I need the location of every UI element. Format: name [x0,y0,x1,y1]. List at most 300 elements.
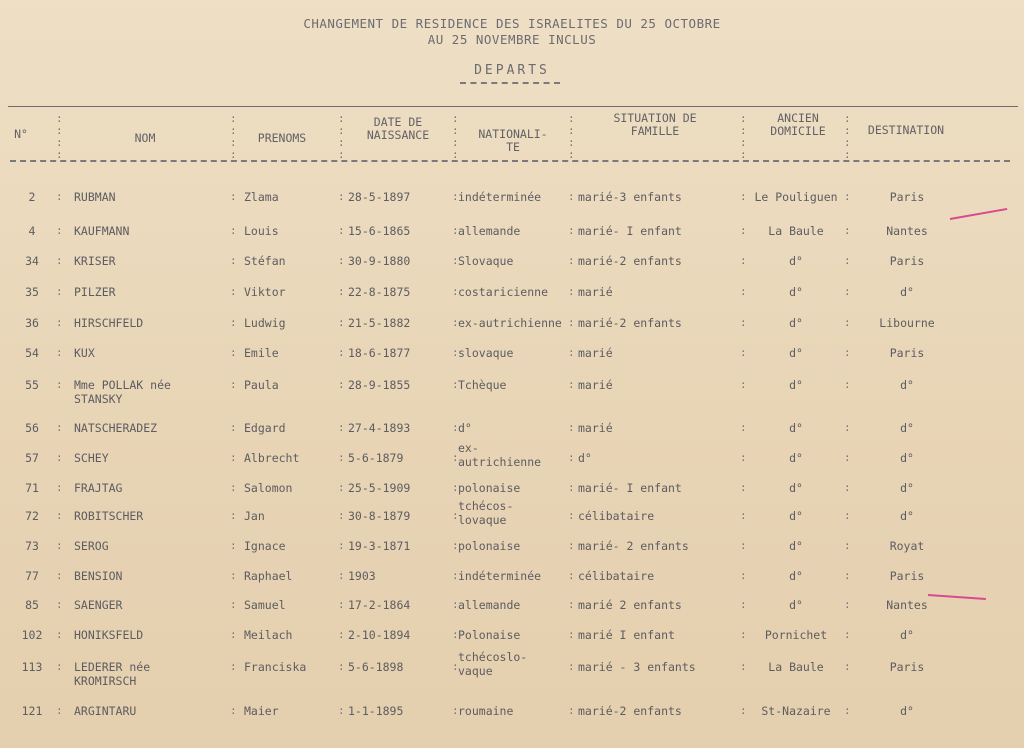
cell-naissance: 22-8-1875 [348,285,411,299]
header-separator: : [452,112,459,125]
cell-naissance: 18-6-1877 [348,346,411,360]
header-situation: SITUATION DE FAMILLE [613,111,697,138]
header-separator: : [844,124,851,137]
cell-domicile: d° [789,254,803,268]
column-separator: : [56,451,63,464]
column-separator: : [452,190,459,203]
column-separator: : [568,451,575,464]
header-separator: : [844,112,851,125]
column-separator: : [568,660,575,673]
column-separator: : [568,509,575,522]
cell-nom: ROBITSCHER [74,509,144,523]
highlight-mark [950,208,1007,220]
cell-situation: célibataire [578,509,655,523]
header-separator: : [740,136,747,149]
column-separator: : [568,421,575,434]
cell-nom: KRISER [74,254,116,268]
cell-nationalite: costaricienne [458,285,549,299]
section-heading: DEPARTS [474,63,550,78]
cell-destination: Nantes [886,224,928,238]
column-separator: : [338,569,345,582]
header-separator: : [338,148,345,161]
cell-no: 56 [25,421,39,435]
column-separator: : [338,628,345,641]
cell-no: 35 [25,285,39,299]
column-separator: : [568,704,575,717]
column-separator: : [740,569,747,582]
cell-no: 102 [21,628,43,642]
column-separator: : [56,704,63,717]
column-separator: : [568,598,575,611]
cell-nationalite: roumaine [458,704,514,718]
cell-no: 72 [25,509,39,523]
cell-naissance: 15-6-1865 [348,224,411,238]
cell-nationalite: allemande [458,224,521,238]
column-separator: : [740,539,747,552]
column-separator: : [230,451,237,464]
cell-no: 85 [25,598,39,612]
cell-no: 57 [25,451,39,465]
cell-domicile: La Baule [768,224,824,238]
document-title-line1: CHANGEMENT DE RESIDENCE DES ISRAELITES DU 25 OCTOBRE [303,16,721,31]
column-separator: : [230,509,237,522]
table-top-rule [8,106,1018,107]
cell-situation: marié I enfant [578,628,675,642]
column-separator: : [56,346,63,359]
column-separator: : [338,481,345,494]
header-separator: : [230,148,237,161]
column-separator: : [230,704,237,717]
column-separator: : [56,316,63,329]
cell-nationalite: Tchèque [458,378,507,392]
header-separator: : [56,136,63,149]
cell-destination: Paris [889,346,925,360]
cell-situation: marié - 3 enfants [578,660,696,674]
column-separator: : [844,481,851,494]
cell-naissance: 5-6-1879 [348,451,404,465]
column-separator: : [56,190,63,203]
header-domicile: ANCIEN DOMICILE [770,111,826,138]
column-separator: : [844,660,851,673]
column-separator: : [568,254,575,267]
header-separator: : [56,112,63,125]
column-separator: : [56,421,63,434]
header-destination: DESTINATION [867,123,945,137]
cell-naissance: 25-5-1909 [348,481,411,495]
column-separator: : [452,569,459,582]
cell-prenom: Salomon [244,481,293,495]
cell-destination: Paris [889,254,925,268]
cell-prenom: Albrecht [244,451,300,465]
column-separator: : [844,569,851,582]
cell-nom: SCHEY [74,451,109,465]
column-separator: : [452,509,459,522]
cell-no: 121 [21,704,43,718]
column-separator: : [338,254,345,267]
column-separator: : [844,628,851,641]
header-bottom-rule [10,160,1010,162]
cell-destination: Libourne [879,316,935,330]
cell-situation: marié- 2 enfants [578,539,689,553]
column-separator: : [338,378,345,391]
header-separator: : [740,124,747,137]
column-separator: : [452,421,459,434]
cell-prenom: Edgard [244,421,286,435]
cell-domicile: d° [789,378,803,392]
column-separator: : [230,346,237,359]
column-separator: : [230,660,237,673]
cell-situation: marié [578,285,613,299]
column-separator: : [230,628,237,641]
column-separator: : [56,569,63,582]
header-separator: : [230,124,237,137]
column-separator: : [452,224,459,237]
cell-domicile: d° [789,316,803,330]
header-separator: : [338,136,345,149]
column-separator: : [452,378,459,391]
column-separator: : [568,539,575,552]
cell-domicile: Le Pouliguen [754,190,838,204]
column-separator: : [844,316,851,329]
column-separator: : [230,190,237,203]
cell-situation: marié-2 enfants [578,316,682,330]
column-separator: : [568,378,575,391]
column-separator: : [230,316,237,329]
cell-nationalite: slovaque [458,346,514,360]
column-separator: : [844,285,851,298]
cell-situation: marié [578,378,613,392]
cell-destination: d° [900,481,914,495]
cell-naissance: 21-5-1882 [348,316,411,330]
column-separator: : [230,481,237,494]
cell-prenom: Zlama [244,190,279,204]
column-separator: : [338,224,345,237]
cell-prenom: Emile [244,346,279,360]
cell-domicile: d° [789,509,803,523]
cell-nationalite: indéterminée [458,190,542,204]
cell-nationalite: tchécoslo- [458,650,528,664]
cell-nom-cont: KROMIRSCH [74,674,137,688]
column-separator: : [230,539,237,552]
cell-domicile: d° [789,346,803,360]
column-separator: : [844,539,851,552]
column-separator: : [56,628,63,641]
cell-destination: d° [900,628,914,642]
cell-nom: KUX [74,346,95,360]
column-separator: : [568,628,575,641]
column-separator: : [452,346,459,359]
header-nom: NOM [134,131,156,145]
cell-prenom: Maier [244,704,279,718]
cell-no: 34 [25,254,39,268]
column-separator: : [56,660,63,673]
cell-domicile: St-Nazaire [761,704,831,718]
cell-nom: BENSION [74,569,123,583]
column-separator: : [568,346,575,359]
header-separator: : [230,136,237,149]
cell-naissance: 28-5-1897 [348,190,411,204]
column-separator: : [740,316,747,329]
cell-destination: d° [900,509,914,523]
cell-no: 54 [25,346,39,360]
column-separator: : [844,254,851,267]
column-separator: : [230,254,237,267]
column-separator: : [452,254,459,267]
cell-destination: d° [900,421,914,435]
cell-nationalite: indéterminée [458,569,542,583]
cell-domicile: d° [789,569,803,583]
cell-nom: HIRSCHFELD [74,316,144,330]
header-separator: : [452,148,459,161]
column-separator: : [452,316,459,329]
cell-naissance: 5-6-1898 [348,660,404,674]
header-separator: : [740,148,747,161]
column-separator: : [568,481,575,494]
cell-nom: NATSCHERADEZ [74,421,158,435]
cell-situation: marié [578,421,613,435]
cell-prenom: Meilach [244,628,293,642]
header-prenoms: PRENOMS [257,131,307,145]
cell-prenom: Viktor [244,285,286,299]
column-separator: : [338,598,345,611]
column-separator: : [56,509,63,522]
column-separator: : [338,509,345,522]
column-separator: : [230,598,237,611]
cell-naissance: 2-10-1894 [348,628,411,642]
column-separator: : [740,481,747,494]
cell-nationalite: ex-autrichienne [458,316,562,330]
cell-destination: Paris [889,569,925,583]
header-no: N° [14,127,28,141]
cell-destination: d° [900,704,914,718]
column-separator: : [844,378,851,391]
column-separator: : [740,451,747,464]
cell-domicile: d° [789,598,803,612]
cell-no: 77 [25,569,39,583]
column-separator: : [56,254,63,267]
column-separator: : [338,704,345,717]
column-separator: : [338,451,345,464]
column-separator: : [338,346,345,359]
cell-destination: d° [900,451,914,465]
cell-prenom: Raphael [244,569,293,583]
column-separator: : [338,539,345,552]
cell-prenom: Samuel [244,598,286,612]
header-separator: : [338,112,345,125]
cell-nationalite: polonaise [458,539,521,553]
cell-situation: marié-2 enfants [578,704,682,718]
cell-prenom: Franciska [244,660,307,674]
cell-nationalite: allemande [458,598,521,612]
column-separator: : [230,224,237,237]
cell-nationalite-cont: vaque [458,664,493,678]
cell-nationalite: tchécos- [458,499,514,513]
column-separator: : [230,569,237,582]
cell-nationalite-cont: lovaque [458,513,507,527]
header-separator: : [740,112,747,125]
cell-destination: Paris [889,660,925,674]
cell-destination: d° [900,285,914,299]
column-separator: : [452,660,459,673]
cell-domicile: La Baule [768,660,824,674]
cell-domicile: d° [789,421,803,435]
cell-naissance: 30-8-1879 [348,509,411,523]
column-separator: : [452,704,459,717]
cell-naissance: 1-1-1895 [348,704,404,718]
column-separator: : [452,539,459,552]
cell-nationalite: ex- [458,441,479,455]
cell-nom: KAUFMANN [74,224,130,238]
cell-no: 36 [25,316,39,330]
document-title-line2: AU 25 NOVEMBRE INCLUS [427,32,597,47]
column-separator: : [740,254,747,267]
cell-nom: Mme POLLAK née [74,378,171,392]
column-separator: : [230,421,237,434]
column-separator: : [844,224,851,237]
column-separator: : [740,660,747,673]
column-separator: : [452,481,459,494]
cell-situation: marié-3 enfants [578,190,682,204]
cell-domicile: d° [789,285,803,299]
column-separator: : [230,285,237,298]
column-separator: : [740,285,747,298]
cell-naissance: 1903 [348,569,376,583]
cell-situation: marié [578,346,613,360]
column-separator: : [338,660,345,673]
cell-naissance: 28-9-1855 [348,378,411,392]
column-separator: : [844,509,851,522]
column-separator: : [230,378,237,391]
column-separator: : [740,598,747,611]
cell-prenom: Stéfan [244,254,286,268]
cell-no: 55 [25,378,39,392]
cell-nom: SEROG [74,539,109,553]
header-separator: : [844,136,851,149]
cell-nationalite: polonaise [458,481,521,495]
cell-nom: ARGINTARU [74,704,137,718]
column-separator: : [740,509,747,522]
cell-no: 71 [25,481,39,495]
cell-nom: FRAJTAG [74,481,123,495]
column-separator: : [56,224,63,237]
column-separator: : [844,704,851,717]
column-separator: : [56,285,63,298]
column-separator: : [568,190,575,203]
column-separator: : [740,346,747,359]
column-separator: : [452,285,459,298]
header-separator: : [338,124,345,137]
column-separator: : [740,190,747,203]
cell-nom: RUBMAN [74,190,116,204]
cell-nationalite: d° [458,421,472,435]
cell-destination: d° [900,378,914,392]
cell-domicile: Pornichet [764,628,828,642]
column-separator: : [844,421,851,434]
cell-situation: d° [578,451,592,465]
column-separator: : [338,285,345,298]
column-separator: : [844,346,851,359]
cell-naissance: 17-2-1864 [348,598,411,612]
column-separator: : [740,704,747,717]
cell-domicile: d° [789,451,803,465]
cell-naissance: 30-9-1880 [348,254,411,268]
cell-situation: marié-2 enfants [578,254,682,268]
header-separator: : [568,148,575,161]
cell-situation: marié- I enfant [578,481,682,495]
header-separator: : [452,124,459,137]
cell-destination: Paris [889,190,925,204]
cell-situation: marié- I enfant [578,224,682,238]
cell-nom-cont: STANSKY [74,392,123,406]
cell-no: 113 [21,660,43,674]
cell-situation: célibataire [578,569,655,583]
header-separator: : [230,112,237,125]
cell-nom: SAENGER [74,598,123,612]
cell-no: 2 [28,190,36,204]
column-separator: : [338,316,345,329]
cell-nationalite: Slovaque [458,254,514,268]
cell-prenom: Paula [244,378,279,392]
header-separator: : [568,136,575,149]
section-underline [460,82,560,84]
column-separator: : [740,378,747,391]
column-separator: : [844,190,851,203]
cell-prenom: Ludwig [244,316,286,330]
header-naissance: DATE DE NAISSANCE [366,115,430,142]
column-separator: : [452,598,459,611]
header-separator: : [844,148,851,161]
column-separator: : [568,569,575,582]
column-separator: : [568,316,575,329]
header-separator: : [568,124,575,137]
cell-prenom: Louis [244,224,279,238]
header-separator: : [452,136,459,149]
column-separator: : [338,190,345,203]
cell-nom: HONIKSFELD [74,628,144,642]
column-separator: : [740,421,747,434]
column-separator: : [56,481,63,494]
header-separator: : [56,124,63,137]
column-separator: : [740,224,747,237]
cell-no: 73 [25,539,39,553]
cell-destination: Royat [889,539,925,553]
cell-naissance: 27-4-1893 [348,421,411,435]
column-separator: : [568,285,575,298]
cell-domicile: d° [789,481,803,495]
column-separator: : [56,539,63,552]
column-separator: : [844,598,851,611]
column-separator: : [56,598,63,611]
cell-nationalite-cont: autrichienne [458,455,542,469]
column-separator: : [568,224,575,237]
cell-situation: marié 2 enfants [578,598,682,612]
cell-destination: Nantes [886,598,928,612]
header-separator: : [56,148,63,161]
header-separator: : [568,112,575,125]
column-separator: : [452,628,459,641]
cell-prenom: Ignace [244,539,286,553]
cell-nom: PILZER [74,285,116,299]
column-separator: : [56,378,63,391]
header-nationalite: NATIONALI- TE [478,127,548,154]
column-separator: : [740,628,747,641]
cell-prenom: Jan [244,509,265,523]
cell-naissance: 19-3-1871 [348,539,411,553]
column-separator: : [338,421,345,434]
cell-domicile: d° [789,539,803,553]
cell-nom: LEDERER née [74,660,151,674]
column-separator: : [844,451,851,464]
